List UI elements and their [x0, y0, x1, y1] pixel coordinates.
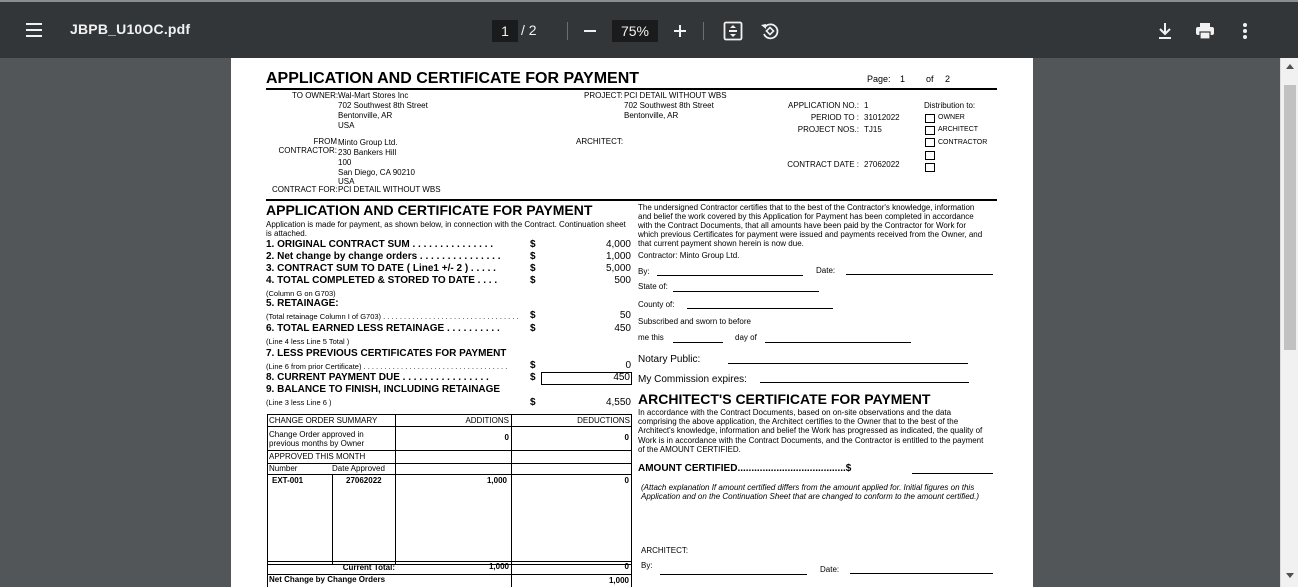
co-row-additions: 1,000 — [486, 476, 507, 485]
co-prev-label: previous months by Owner — [269, 439, 365, 448]
signature-line — [687, 308, 833, 309]
line-item-currency: $ — [530, 251, 536, 262]
application-no: 1 — [864, 101, 869, 110]
to-owner-label: TO OWNER: — [292, 91, 339, 100]
section-title: APPLICATION AND CERTIFICATE FOR PAYMENT — [266, 202, 593, 218]
of-label: of — [926, 74, 934, 84]
retainage-value: 50 — [619, 310, 631, 321]
distribution-owner-label: OWNER — [938, 114, 965, 121]
contract-for-label: CONTRACT FOR: — [272, 185, 338, 194]
architect-label: ARCHITECT: — [576, 137, 624, 146]
line-item-currency: $ — [530, 275, 536, 286]
table-rule — [267, 463, 632, 464]
project-line: Bentonville, AR — [624, 111, 679, 120]
line-item-label: 2. Net change by change orders . . . . . . . . . . . . . . . — [266, 251, 501, 262]
pdf-page — [231, 58, 1033, 587]
contractor-line: San Diego, CA 90210 — [338, 168, 415, 177]
scroll-down-arrow-icon[interactable] — [1286, 573, 1294, 578]
notary-label: Notary Public: — [638, 354, 701, 365]
co-number-header: Number — [269, 464, 298, 473]
page-count: / 2 — [521, 22, 537, 38]
table-rule — [267, 564, 632, 565]
zoom-out-button[interactable] — [578, 19, 602, 43]
more-actions-button[interactable] — [1233, 19, 1257, 43]
line-item-value: 500 — [614, 275, 631, 286]
line-item-value: 5,000 — [605, 263, 631, 274]
balance-value: 4,550 — [605, 397, 631, 408]
project-nos: TJ15 — [864, 125, 882, 134]
toolbar-divider — [703, 22, 704, 40]
distribution-checkbox[interactable] — [925, 126, 935, 135]
balance-currency: $ — [530, 397, 536, 408]
co-date-header: Date Approved — [332, 464, 385, 473]
fit-to-page-button[interactable] — [721, 19, 745, 43]
co-prev-additions: 0 — [504, 433, 509, 442]
page-total: 2 — [945, 74, 951, 84]
co-deductions-header: DEDUCTIONS — [577, 416, 630, 425]
architect-cert-title: ARCHITECT'S CERTIFICATE FOR PAYMENT — [638, 391, 931, 407]
current-due-value: 450 — [613, 372, 630, 383]
co-prev-label: Change Order approved in — [269, 430, 364, 439]
line-item-currency: $ — [530, 263, 536, 274]
sworn-label: Subscribed and sworn to before — [638, 317, 751, 326]
signature-line — [846, 274, 993, 275]
table-rule — [267, 426, 632, 427]
download-icon — [1153, 19, 1177, 43]
contract-date-label: CONTRACT DATE : — [787, 160, 859, 169]
certify-text: that current payment shown herein is now due. — [638, 239, 804, 248]
distribution-checkbox[interactable] — [925, 138, 935, 147]
page-number-input[interactable]: 1 — [492, 20, 518, 42]
plus-icon — [668, 19, 692, 43]
document-heading: APPLICATION AND CERTIFICATE FOR PAYMENT — [266, 70, 640, 87]
signature-line — [728, 363, 968, 364]
period-to-label: PERIOD TO : — [810, 113, 859, 122]
day-of-label: day of — [735, 333, 757, 342]
contractor-line: Minto Group Ltd. — [338, 138, 398, 147]
period-to: 31012022 — [864, 113, 900, 122]
certify-text: The undersigned Contractor certifies that to the best of the Contractor's knowledge, information — [638, 203, 975, 212]
arch-by-label: By: — [641, 561, 653, 570]
line-item-value: 1,000 — [605, 251, 631, 262]
contractor-line: 100 — [338, 158, 352, 167]
toolbar-divider — [567, 22, 568, 40]
architect-text: Work is in accordance with the Contract Documents, and the Contractor is entitled to the payment — [638, 436, 984, 445]
distribution-checkbox[interactable] — [925, 163, 935, 172]
table-rule — [267, 561, 632, 562]
note: (Line 4 less Line 5 Total ) — [266, 337, 350, 346]
signature-line — [912, 473, 993, 474]
prev-cert-currency: $ — [530, 360, 536, 371]
attach-text: Application and on the Continuation Sheet that are changed to conform to the amount certified.) — [641, 492, 979, 501]
note: (Line 6 from prior Certificate) . . . . . . . . . . . . . . . . . . . . . . . . . . . . . . . . . . . — [266, 362, 508, 371]
co-row-deductions: 0 — [624, 476, 629, 485]
architect-text: comprising the above application, the Architect certifies to the Owner that to the best of the — [638, 417, 959, 426]
certify-text: and belief the work covered by this Application for Payment has been completed in accordance — [638, 212, 974, 221]
scrollbar-thumb[interactable] — [1284, 85, 1296, 350]
signature-line — [760, 382, 969, 383]
note: (Total retainage Column I of G703) . . . . . . . . . . . . . . . . . . . . . . . . . . . . . . . . . — [266, 312, 519, 321]
co-prev-deductions: 0 — [624, 433, 629, 442]
co-row-date: 27062022 — [346, 476, 382, 485]
download-button[interactable] — [1153, 19, 1177, 43]
contractor-signature: Contractor: Minto Group Ltd. — [638, 251, 740, 260]
table-rule — [332, 474, 333, 564]
commission-label: My Commission expires: — [638, 374, 747, 385]
amount-certified-label: AMOUNT CERTIFIED.......................................$ — [638, 463, 852, 474]
line-item-label: 4. TOTAL COMPLETED & STORED TO DATE . . . . — [266, 275, 498, 286]
co-net-change-label: Net Change by Change Orders — [269, 575, 386, 584]
project-nos-label: PROJECT NOS.: — [797, 125, 859, 134]
architect-text: In accordance with the Contract Documents, based on on-site observations and the data — [638, 408, 952, 417]
project-line: PCI DETAIL WITHOUT WBS — [624, 91, 727, 100]
architect-signature-label: ARCHITECT: — [641, 546, 689, 555]
signature-line — [660, 574, 807, 575]
from-label: FROM — [313, 137, 337, 146]
contract-date: 27062022 — [864, 160, 900, 169]
line-item-label: 3. CONTRACT SUM TO DATE ( Line1 +/- 2 ) . . . . . — [266, 263, 496, 274]
owner-line: 702 Southwest 8th Street — [338, 101, 428, 110]
signature-line — [850, 573, 993, 574]
zoom-in-button[interactable] — [668, 19, 692, 43]
scroll-up-arrow-icon[interactable] — [1286, 64, 1294, 69]
total-pages: 2 — [528, 22, 537, 38]
prev-cert-label: 7. LESS PREVIOUS CERTIFICATES FOR PAYMENT — [266, 348, 507, 359]
divider — [266, 199, 997, 201]
current-due-label: 8. CURRENT PAYMENT DUE . . . . . . . . . . . . . . . . — [266, 372, 489, 383]
contractor-line: USA — [338, 177, 355, 186]
rotate-icon — [758, 19, 782, 43]
co-additions-header: ADDITIONS — [465, 416, 509, 425]
arch-date-label: Date: — [820, 565, 840, 574]
application-no-label: APPLICATION NO.: — [788, 101, 859, 110]
distribution-label: Distribution to: — [924, 101, 976, 110]
note: (Column G on G703) — [266, 289, 336, 298]
intro-line: Application is made for payment, as shown below, in connection with the Contract. Continuation sheet — [266, 220, 626, 229]
certify-text: with the Contract Documents, that all amounts have been paid by the Contractor for Work for — [638, 221, 967, 230]
date-label: Date: — [816, 266, 836, 275]
distribution-checkbox[interactable] — [925, 151, 935, 160]
signature-line — [673, 291, 819, 292]
project-label: PROJECT: — [584, 91, 623, 100]
co-current-total-deductions: 0 — [624, 562, 629, 571]
owner-line: Bentonville, AR — [338, 111, 393, 120]
architect-text: Architect's knowledge, information and belief the Work has progressed as indicated, the quality of — [638, 426, 983, 435]
zoom-level-input[interactable]: 75% — [612, 20, 658, 42]
note: (Line 3 less Line 6 ) — [266, 398, 332, 407]
table-rule — [267, 450, 632, 451]
state-label: State of: — [638, 282, 668, 291]
current-due-currency: $ — [530, 372, 536, 383]
co-summary-header: CHANGE ORDER SUMMARY — [269, 416, 378, 425]
divider — [266, 88, 997, 90]
table-rule — [395, 414, 396, 564]
owner-line: Wal-Mart Stores Inc — [338, 91, 409, 100]
by-label: By: — [638, 267, 650, 276]
contract-for: PCI DETAIL WITHOUT WBS — [338, 185, 441, 194]
document-title: JBPB_U10OC.pdf — [70, 21, 191, 37]
earned-value: 450 — [614, 323, 631, 334]
page-label: Page: — [867, 74, 891, 84]
distribution-architect-label: ARCHITECT — [938, 126, 979, 133]
co-current-total-additions: 1,000 — [488, 562, 509, 571]
distribution-checkbox[interactable] — [925, 114, 935, 123]
rotate-button[interactable] — [758, 19, 782, 43]
owner-line: USA — [338, 121, 355, 130]
table-rule — [267, 474, 632, 475]
county-label: County of: — [638, 300, 675, 309]
line-item-label: 1. ORIGINAL CONTRACT SUM . . . . . . . . . . . . . . . — [266, 239, 494, 250]
distribution-contractor-label: CONTRACTOR — [938, 139, 988, 146]
earned-label: 6. TOTAL EARNED LESS RETAINAGE . . . . . . . . . . — [266, 323, 500, 334]
minus-icon — [578, 19, 602, 43]
prev-cert-value: 0 — [625, 360, 631, 371]
pdf-toolbar — [0, 0, 1298, 58]
signature-line — [673, 342, 723, 343]
line-item-value: 4,000 — [605, 239, 631, 250]
co-approved-header: APPROVED THIS MONTH — [269, 452, 366, 461]
signature-line — [765, 342, 911, 343]
vertical-scrollbar[interactable] — [1280, 58, 1298, 587]
balance-label: 9. BALANCE TO FINISH, INCLUDING RETAINAGE — [266, 384, 501, 395]
more-vert-icon — [1233, 19, 1257, 43]
retainage-label: 5. RETAINAGE: — [266, 298, 339, 309]
fit-page-icon — [721, 19, 745, 43]
print-button[interactable] — [1193, 19, 1217, 43]
co-current-total-label: Current Total: — [342, 563, 395, 572]
line-item-currency: $ — [530, 239, 536, 250]
me-this-label: me this — [638, 333, 664, 342]
signature-line — [657, 275, 803, 276]
menu-icon[interactable] — [24, 20, 46, 40]
contractor-label: CONTRACTOR: — [278, 146, 337, 155]
contractor-line: 230 Bankers Hill — [338, 148, 397, 157]
project-line: 702 Southwest 8th Street — [624, 101, 714, 110]
print-icon — [1193, 19, 1217, 43]
earned-currency: $ — [530, 323, 536, 334]
co-row-number: EXT-001 — [272, 476, 304, 485]
architect-text: of the AMOUNT CERTIFIED. — [638, 445, 741, 454]
intro-line: is attached. — [266, 229, 307, 238]
page-num: 1 — [900, 74, 906, 84]
attach-text: (Attach explanation If amount certified differs from the amount applied for. Initial figures on this — [641, 483, 975, 492]
certify-text: which previous Certificates for payment were issued and payments received from the Owner, and — [638, 230, 983, 239]
co-net-change-value: 1,000 — [608, 576, 629, 585]
retainage-currency: $ — [530, 310, 536, 321]
